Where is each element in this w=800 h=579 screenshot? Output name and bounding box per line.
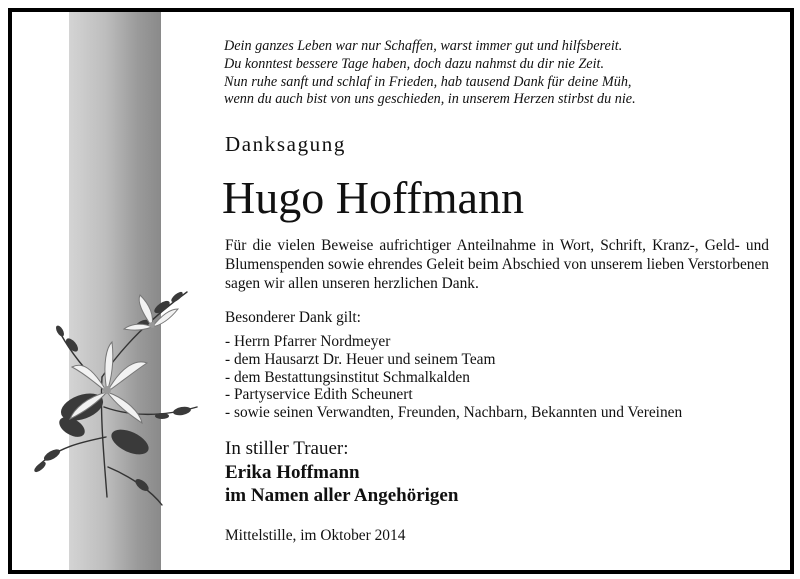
list-item: - sowie seinen Verwandten, Freunden, Nachbarn, Bekannten und Vereinen [225, 404, 683, 422]
special-thanks-title: Besonderer Dank gilt: [225, 309, 361, 326]
lily-flower-bouquet-icon [12, 267, 222, 507]
mourner-name: Erika Hoffmann [225, 462, 360, 483]
poem-line: Dein ganzes Leben war nur Schaffen, warst immer gut und hilfsbereit. [224, 38, 623, 54]
memorial-poem [224, 38, 764, 109]
special-thanks-list [225, 333, 682, 422]
deceased-name: Hugo Hoffmann [222, 172, 524, 223]
list-item: - dem Bestattungsinstitut Schmalkalden [225, 368, 470, 386]
notice-heading: Danksagung [225, 132, 346, 156]
poem-line: Nun ruhe sanft und schlaf in Frieden, hab tausend Dank für deine Müh, [224, 73, 632, 90]
poem-line: Du konntest bessere Tage haben, doch dazu nahmst du dir nie Zeit. [224, 55, 605, 72]
list-item: - Herrn Pfarrer Nordmeyer [225, 333, 391, 350]
thank-you-paragraph: Für die vielen Beweise aufrichtiger Anteilnahme in Wort, Schrift, Kranz-, Geld- und Blumenspenden sowie ehrendes Geleit beim Abschied von unserem lieben Verstorbenen sagen wir allen unseren herzlichen Dank. [225, 237, 769, 292]
place-and-date: Mittelstille, im Oktober 2014 [225, 527, 406, 544]
mourner-relation: im Namen aller Angehörigen [225, 485, 459, 506]
mourning-label: In stiller Trauer: [225, 438, 349, 459]
poem-line: wenn du auch bist von uns geschieden, in unserem Herzen stirbst du nie. [224, 91, 636, 108]
mourner-signature [225, 461, 458, 507]
list-item: - Partyservice Edith Scheunert [225, 386, 413, 404]
list-item: - dem Hausarzt Dr. Heuer und seinem Team [225, 350, 496, 368]
obituary-notice [8, 8, 794, 574]
